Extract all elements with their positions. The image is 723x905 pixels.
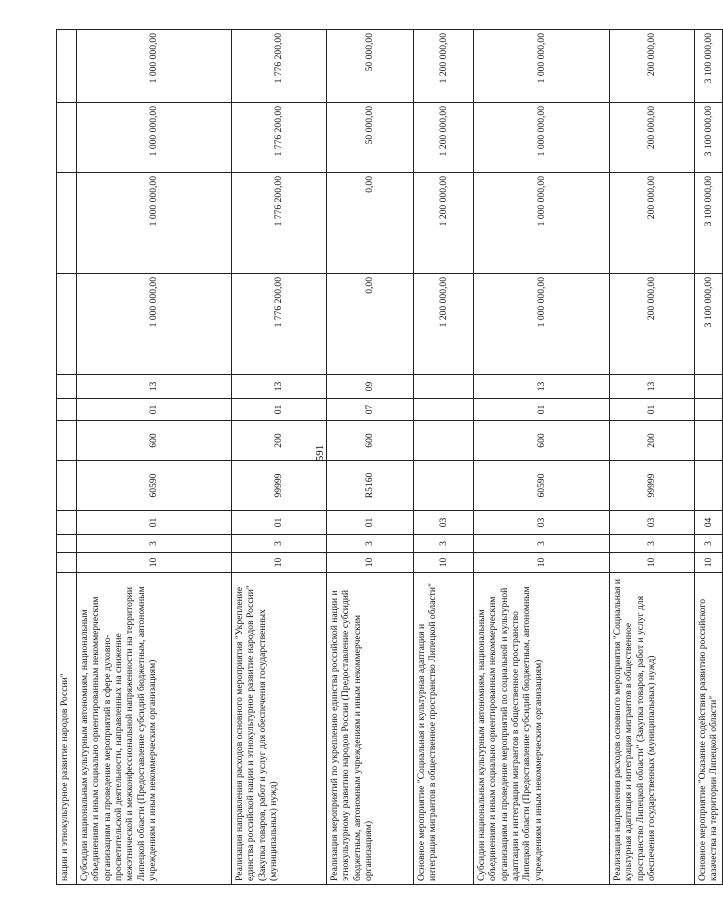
subsection-code-cell: 3 [232,535,327,553]
amount-cell-4 [57,30,77,103]
amount-cell-3: 3 100 000,00 [695,103,723,173]
table-row [474,30,610,885]
code-a-code-cell [695,399,723,421]
code-b-code-cell [414,375,474,399]
code-b-code-cell: 09 [327,375,414,399]
row-name-cell: Реализация направления расходов основного мероприятия "Укрепление единства российской нации и этнокультурное развитие народов России" (Закупка товаров, работ и услуг для обеспечения государственных (муниципальных) нужд) [232,573,327,885]
code-a-code-cell [414,399,474,421]
amount-cell-2: 0,00 [327,173,414,274]
amount-cell-1: 3 100 000,00 [695,274,723,375]
code-a-code-cell: 01 [610,399,695,421]
subsection-code-cell: 3 [610,535,695,553]
budget-table-body [57,30,723,885]
table-row [695,30,723,885]
amount-cell-2: 1 776 200,00 [232,173,327,274]
section-code-cell: 10 [610,553,695,573]
section-code-cell: 10 [474,553,610,573]
subsection-code-cell [57,535,77,553]
amount-cell-4: 1 000 000,00 [474,30,610,103]
budget-table-container [56,30,720,885]
program-code-cell [57,511,77,535]
rotated-page-content [56,30,720,885]
expense-item-code-cell: 60590 [77,461,232,511]
amount-cell-4: 1 200 000,00 [414,30,474,103]
section-code-cell: 10 [77,553,232,573]
program-code-cell: 03 [474,511,610,535]
amount-cell-1: 1 776 200,00 [232,274,327,375]
expense-item-code-cell: 99999 [610,461,695,511]
amount-cell-4: 200 000,00 [610,30,695,103]
amount-cell-4: 50 000,00 [327,30,414,103]
page-number: 591 [314,444,326,462]
amount-cell-1: 200 000,00 [610,274,695,375]
amount-cell-3: 1 000 000,00 [474,103,610,173]
amount-cell-3: 1 200 000,00 [414,103,474,173]
expense-type-code-cell [57,421,77,461]
amount-cell-3: 50 000,00 [327,103,414,173]
code-a-code-cell: 01 [232,399,327,421]
row-name-cell: Субсидии национальным культурным автономиям, национальным объединениям и иным социально ориентированным некоммерческим организациям на проведение мероприятий в сфере духовно-просветительской деятельности, направленных на снижение межэтнической и межконфессиональной напряженности на территории Липецкой области (Предоставление субсидий бюджетным, автономным учреждениям и иным некоммерческим организациям) [77,573,232,885]
program-code-cell: 01 [77,511,232,535]
amount-cell-3: 1 000 000,00 [77,103,232,173]
code-b-code-cell: 13 [610,375,695,399]
amount-cell-2: 1 200 000,00 [414,173,474,274]
section-code-cell: 10 [414,553,474,573]
code-a-code-cell [57,399,77,421]
budget-table [56,29,723,885]
subsection-code-cell: 3 [327,535,414,553]
row-name-cell: Основное мероприятие "Оказание содействия развитию российского казачества на территории Липецкой области" [695,573,723,885]
amount-cell-3: 200 000,00 [610,103,695,173]
program-code-cell: 03 [610,511,695,535]
amount-cell-2: 1 000 000,00 [77,173,232,274]
amount-cell-2: 1 000 000,00 [474,173,610,274]
expense-type-code-cell: 600 [327,421,414,461]
code-b-code-cell: 13 [77,375,232,399]
subsection-code-cell: 3 [77,535,232,553]
amount-cell-1 [57,274,77,375]
expense-type-code-cell: 600 [474,421,610,461]
row-name-cell: Основное мероприятие "Социальная и культурная адаптация и интеграция мигрантов в общественное пространство Липецкой области" [414,573,474,885]
code-b-code-cell [57,375,77,399]
program-code-cell: 01 [327,511,414,535]
expense-type-code-cell [414,421,474,461]
row-name-cell: Субсидии национальным культурным автономиям, национальным объединениям и иным социально ориентированным некоммерческим организациям на проведение мероприятий по социальной и культурной адаптации и интеграции мигрантов в общественное пространство Липецкой области (Предоставление субсидий бюджетным, автономным учреждениям и иным некоммерческим организациям) [474,573,610,885]
section-code-cell: 10 [695,553,723,573]
expense-type-code-cell: 200 [232,421,327,461]
table-row [57,30,77,885]
row-name-cell: Реализация направления расходов основного мероприятия "Социальная и культурная адаптация и интеграция мигрантов в общественное пространство Липецкой области" (Закупка товаров, работ и услуг для обеспечения государственных (муниципальных) нужд) [610,573,695,885]
expense-item-code-cell [414,461,474,511]
table-row [232,30,327,885]
amount-cell-1: 1 000 000,00 [77,274,232,375]
amount-cell-4: 3 100 000,00 [695,30,723,103]
code-b-code-cell [695,375,723,399]
section-code-cell: 10 [232,553,327,573]
code-b-code-cell: 13 [474,375,610,399]
expense-type-code-cell: 200 [610,421,695,461]
expense-item-code-cell: R5160 [327,461,414,511]
code-b-code-cell: 13 [232,375,327,399]
amount-cell-3: 1 776 200,00 [232,103,327,173]
subsection-code-cell: 3 [474,535,610,553]
table-row [77,30,232,885]
amount-cell-3 [57,103,77,173]
expense-type-code-cell: 600 [77,421,232,461]
amount-cell-2: 3 100 000,00 [695,173,723,274]
table-row [327,30,414,885]
amount-cell-1: 1 200 000,00 [414,274,474,375]
expense-item-code-cell [57,461,77,511]
section-code-cell [57,553,77,573]
expense-item-code-cell: 99999 [232,461,327,511]
amount-cell-1: 0,00 [327,274,414,375]
amount-cell-2: 200 000,00 [610,173,695,274]
expense-type-code-cell [695,421,723,461]
expense-item-code-cell: 60590 [474,461,610,511]
amount-cell-1: 1 000 000,00 [474,274,610,375]
row-name-cell: нации и этнокультурное развитие народов России" [57,573,77,885]
subsection-code-cell: 3 [414,535,474,553]
row-name-cell: Реализация мероприятий по укреплению единства российской нации и этнокультурному развитию народов России (Предоставление субсидий бюджетным, автономным учреждениям и иным некоммерческим организациям) [327,573,414,885]
code-a-code-cell: 01 [77,399,232,421]
code-a-code-cell: 07 [327,399,414,421]
code-a-code-cell: 01 [474,399,610,421]
subsection-code-cell: 3 [695,535,723,553]
table-row [414,30,474,885]
program-code-cell: 01 [232,511,327,535]
amount-cell-2 [57,173,77,274]
program-code-cell: 04 [695,511,723,535]
section-code-cell: 10 [327,553,414,573]
amount-cell-4: 1 000 000,00 [77,30,232,103]
expense-item-code-cell [695,461,723,511]
program-code-cell: 03 [414,511,474,535]
amount-cell-4: 1 776 200,00 [232,30,327,103]
table-row [610,30,695,885]
